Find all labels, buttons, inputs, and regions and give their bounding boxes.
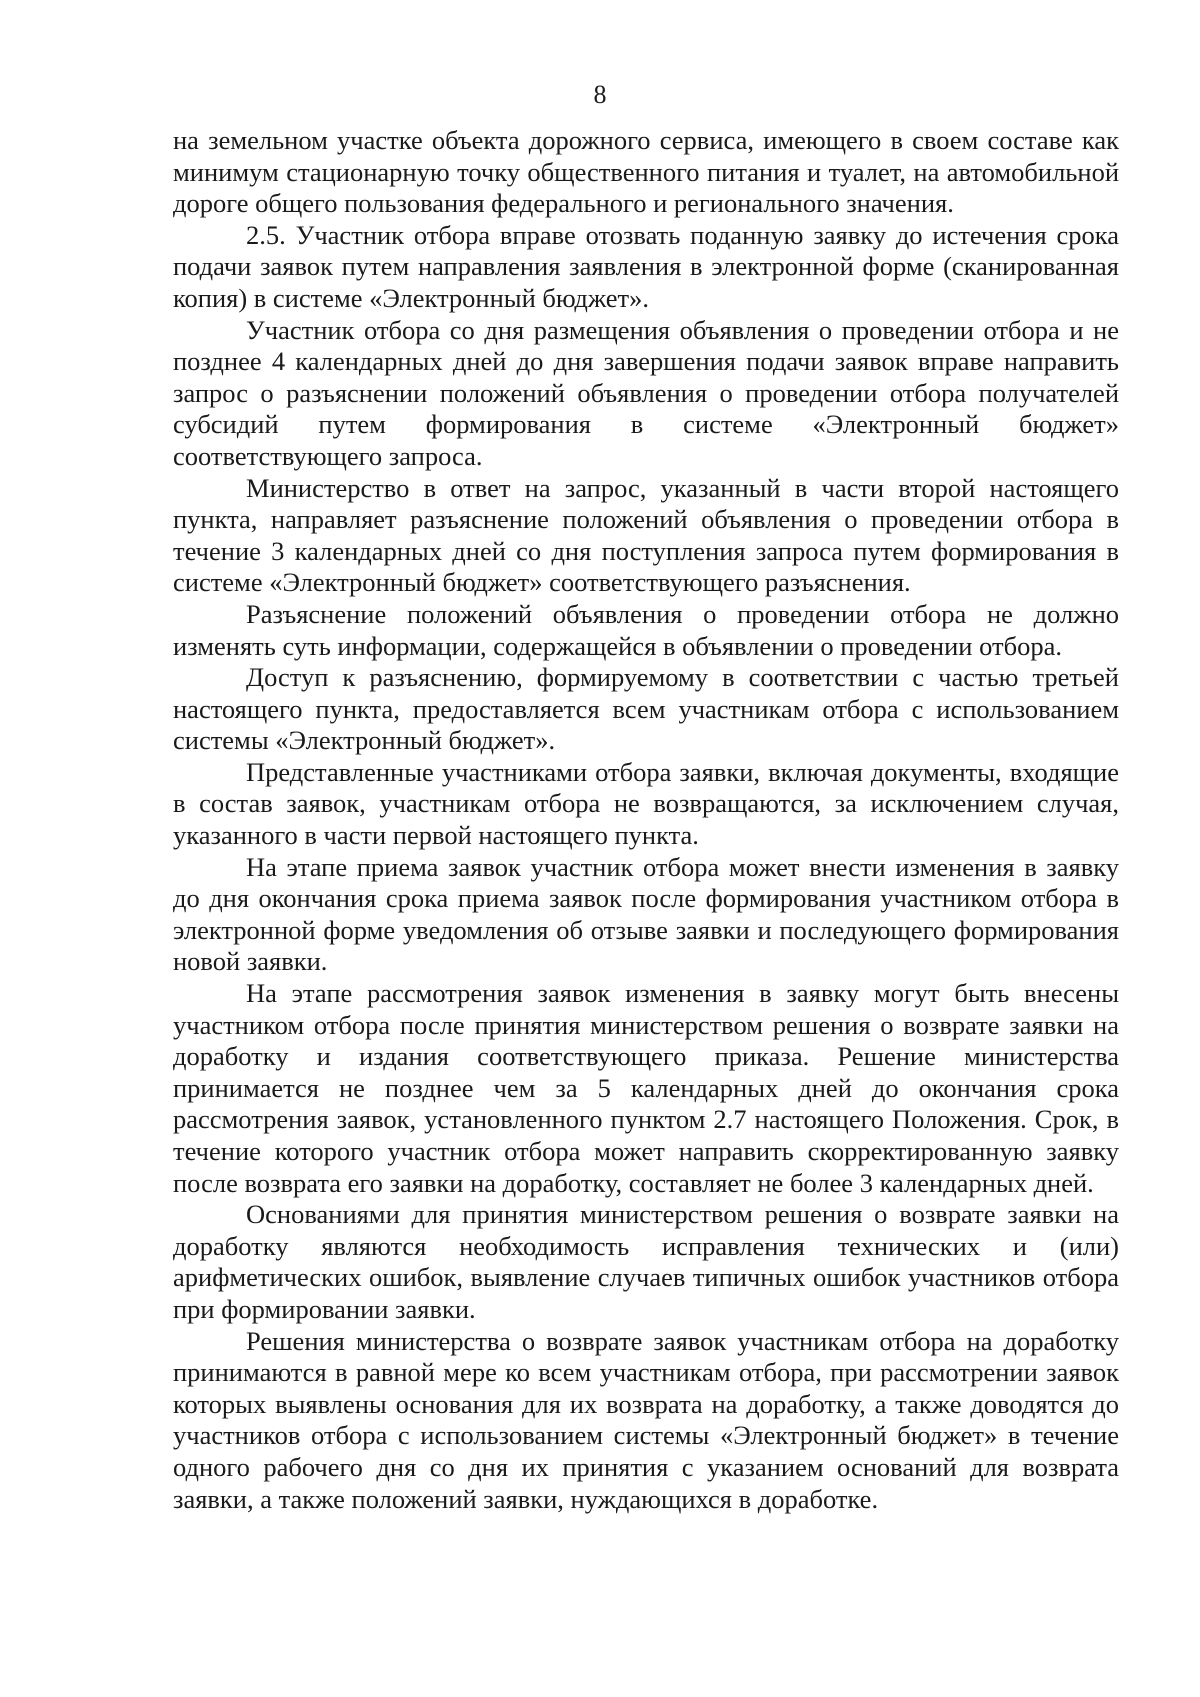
- paragraph-clause-2-5: 2.5. Участник отбора вправе отозвать поданную заявку до истечения срока подачи заявок путем направления заявления в электронной форме (сканированная копия) в системе «Электронный бюджет».: [173, 219, 1119, 313]
- paragraph: Доступ к разъяснению, формируемому в соответствии с частью третьей настоящего пункта, предоставляется всем участникам отбора с использованием системы «Электронный бюджет».: [173, 662, 1119, 756]
- paragraph-continuation: на земельном участке объекта дорожного сервиса, имеющего в своем составе как минимум стационарную точку общественного питания и туалет, на автомобильной дороге общего пользования федерального и регионального значения.: [173, 125, 1119, 219]
- paragraph: На этапе рассмотрения заявок изменения в заявку могут быть внесены участником отбора после принятия министерством решения о возврате заявки на доработку и издания соответствующего приказа. Решение министерства принимается не позднее чем за 5 календарных дней до окончания срока рассмотрения заявок, установленного пунктом 2.7 настоящего Положения. Срок, в течение которого участник отбора может направить скорректированную заявку после возврата его заявки на доработку, составляет не более 3 календарных дней.: [173, 978, 1119, 1198]
- paragraph: Представленные участниками отбора заявки, включая документы, входящие в состав заявок, участникам отбора не возвращаются, за исключением случая, указанного в части первой настоящего пункта.: [173, 756, 1119, 851]
- page-number: 8: [593, 80, 607, 109]
- paragraph: Министерство в ответ на запрос, указанный в части второй настоящего пункта, направляет разъяснение положений объявления о проведении отбора в течение 3 календарных дней со дня поступления запроса путем формирования в системе «Электронный бюджет» соответствующего разъяснения.: [173, 472, 1119, 598]
- paragraph: Разъяснение положений объявления о проведении отбора не должно изменять суть информации, содержащейся в объявлении о проведении отбора.: [173, 598, 1119, 661]
- paragraph: Решения министерства о возврате заявок участникам отбора на доработку принимаются в равной мере ко всем участникам отбора, при рассмотрении заявок которых выявлены основания для их возврата на доработку, а также доводятся до участников отбора с использованием системы «Электронный бюджет» в течение одного рабочего дня со дня их принятия с указанием оснований для возврата заявки, а также положений заявки, нуждающихся в доработке.: [173, 1325, 1119, 1514]
- document-body: [173, 125, 1119, 1515]
- paragraph: На этапе приема заявок участник отбора может внести изменения в заявку до дня окончания срока приема заявок после формирования участником отбора в электронной форме уведомления об отзыве заявки и последующего формирования новой заявки.: [173, 851, 1119, 977]
- paragraph: Участник отбора со дня размещения объявления о проведении отбора и не позднее 4 календарных дней до дня завершения подачи заявок вправе направить запрос о разъяснении положений объявления о проведении отбора получателей субсидий путем формирования в системе «Электронный бюджет» соответствующего запроса.: [173, 314, 1119, 471]
- paragraph: Основаниями для принятия министерством решения о возврате заявки на доработку являются необходимость исправления технических и (или) арифметических ошибок, выявление случаев типичных ошибок участников отбора при формировании заявки.: [173, 1199, 1119, 1324]
